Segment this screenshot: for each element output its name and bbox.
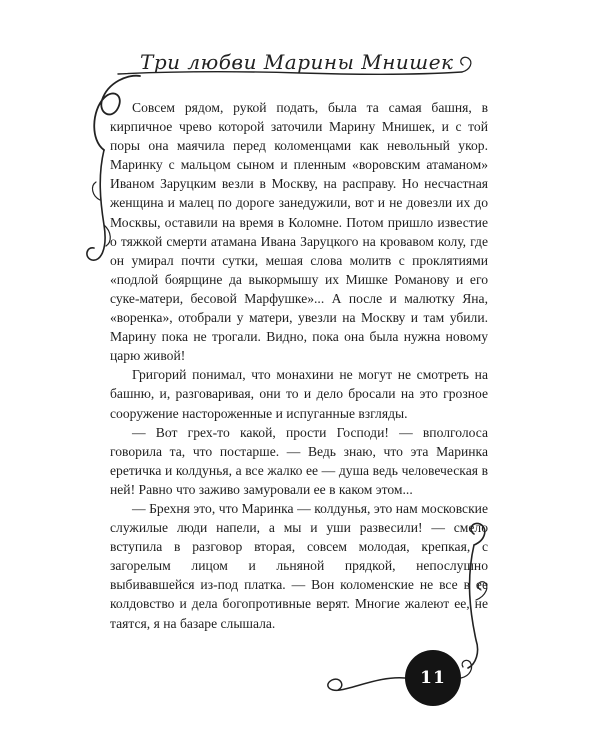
page-number-badge — [405, 650, 461, 706]
left-vine-leaf-ornament — [93, 182, 111, 246]
body-text — [110, 98, 488, 633]
page-number: 11 — [420, 668, 446, 688]
running-header-title: Три любви Марины Мнишек — [140, 50, 454, 74]
paragraph-3: — Вот грех-то какой, прости Господи! — вполголоса говорила та, что постарше. — Ведь знаю, что эта Маринка еретичка и колдунья, а все жалко ее — душа ведь человеческая в ней! Равно что заживо замуровали ее в каком этом... — [110, 424, 488, 497]
left-vine-ornament — [87, 150, 105, 260]
paragraph-2: Григорий понимал, что монахини не могут не смотреть на башню, и, разговаривая, они то и дело бросали на это грозное сооружение настороженные и испуганные взгляды. — [110, 367, 488, 421]
bottom-flourish-ornament — [328, 678, 405, 691]
paragraph-4: — Брехня это, что Маринка — колдунья, это нам московские служилые люди напели, а мы и уши развесили! — смело вступила в разговор вторая, совсем молодая, крепкая, с загорелым лицом и льняной прядкой, непослушно выбивавшейся из-под платка. — Вон коломенские не все в ее колдовство и дела богопротивные верят. Многие жалеют ее, не таятся, я на базаре слышала. — [110, 500, 488, 631]
page-number-right-flourish-ornament — [461, 660, 472, 678]
paragraph-1: Совсем рядом, рукой подать, была та самая башня, в кирпичное чрево которой заточили Марину Мнишек, и с той поры она маячила перед коломенцами как невольный укор. Маринку с мальцом сыном и пленным «воровским атаманом» Иваном Заруцким везли в Москву, на расправу. Но несчастная женщина и малец по дороге занедужили, вот и не довезли их до Москвы, оставили на время в Коломне. Потом пришло известие о тяжкой смерти атамана Ивана Заруцкого на кровавом колу, где он умирал почти сутки, мешая слова молитв с проклятиями «подлой боярщине да выкормышу их Мишке Романову и его суке-матери, бесовой Марфушке»... А после и малютку Яна, «воренка», отобрали у матери, увезли на Москву и там убили. Марину пока не трогали. Видно, пока она была нужна новому царю живой! — [110, 100, 488, 364]
